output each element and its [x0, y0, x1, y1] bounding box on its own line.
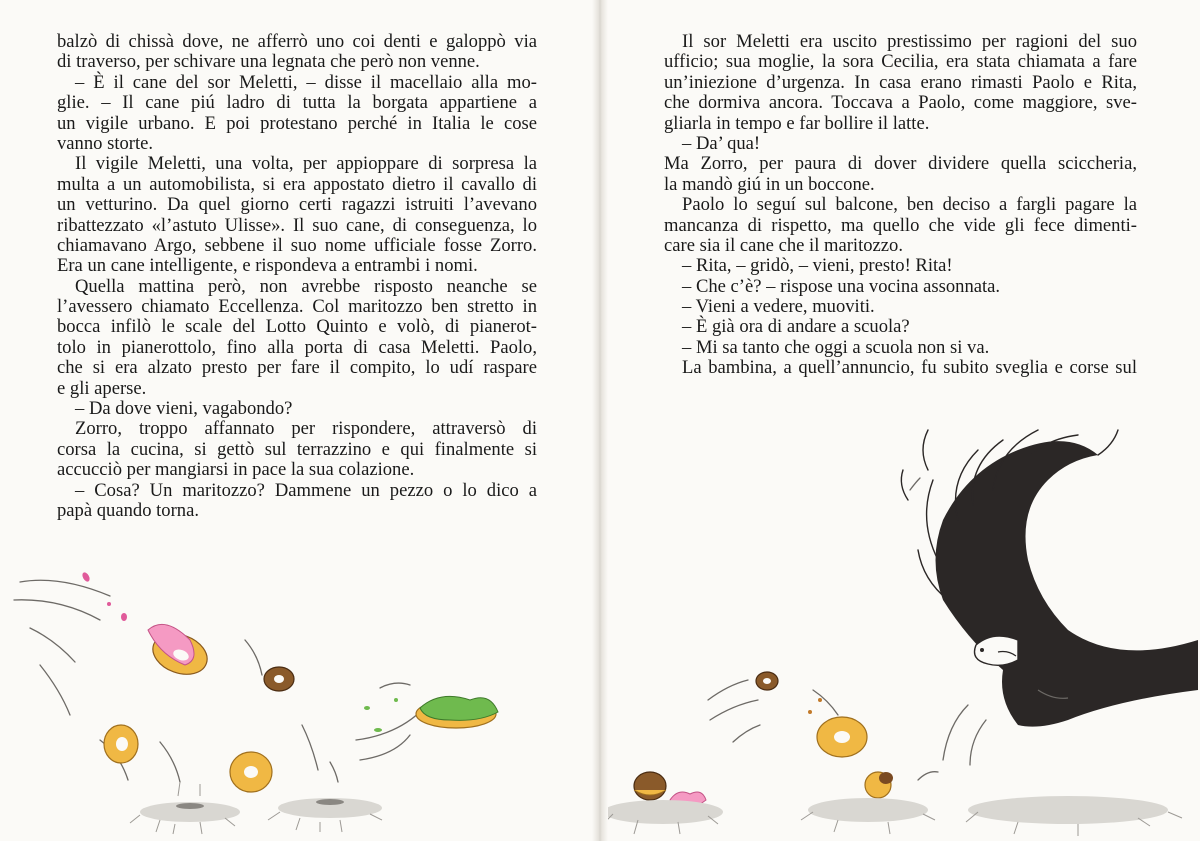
- green-donut-icon: [416, 696, 498, 728]
- text-line: ribattezzato «l’astuto Ulisse». Il suo cane, di conseguenza, lo: [57, 214, 537, 236]
- text-line: Il vigile Meletti, una volta, per appioppare di sorpresa la: [75, 153, 537, 175]
- text-line: – Cosa? Un maritozzo? Dammene un pezzo o lo dico a: [75, 479, 537, 501]
- text-line: che dormiva ancora. Toccava a Paolo, come maggiore, sve-: [664, 92, 1137, 114]
- text-line: – Mi sa tanto che oggi a scuola non si va.: [682, 336, 990, 358]
- text-line: ufficio; sua moglie, la sora Cecilia, era stata chiamata a fare: [664, 51, 1137, 73]
- text-line: Ma Zorro, per paura di dover dividere quella sciccheria,: [664, 153, 1137, 175]
- text-line: e gli aperse.: [57, 377, 147, 399]
- text-line: – È il cane del sor Meletti, – disse il macellaio alla mo-: [75, 71, 537, 93]
- text-line: gliarla in tempo e far bollire il latte.: [664, 112, 930, 134]
- text-line: di traverso, per schivare una legnata che però non venne.: [57, 51, 480, 73]
- chocolate-donut-icon: [756, 672, 778, 690]
- text-line: Quella mattina però, non avrebbe risposto neanche se: [75, 275, 537, 297]
- yellow-donut-icon: [817, 717, 867, 757]
- text-line: un vigile urbano. E poi protestano perché in Italia le cose: [57, 112, 537, 134]
- book-gutter: [592, 0, 608, 841]
- text-line: – Rita, – gridò, – vieni, presto! Rita!: [682, 255, 953, 277]
- yellow-donut-icon: [230, 752, 272, 792]
- pink-donut-icon: [147, 624, 213, 681]
- text-line: chiamavano Argo, sebbene il suo nome ufficiale fosse Zorro.: [57, 234, 537, 256]
- text-line: La bambina, a quell’annuncio, fu subito sveglia e corse sul: [682, 357, 1137, 379]
- text-line: un’iniezione d’urgenza. In casa erano rimasti Paolo e Rita,: [664, 71, 1137, 93]
- text-line: – Da’ qua!: [682, 132, 761, 154]
- impact-splats: [603, 796, 1182, 836]
- acorn-donut-icon: [865, 772, 893, 798]
- text-line: – Da dove vieni, vagabondo?: [75, 398, 293, 420]
- text-line: accucciò per mangiarsi in pace la sua colazione.: [57, 459, 415, 481]
- text-line: care sia il cane che il maritozzo.: [664, 234, 904, 256]
- text-line: corsa la cucina, si gettò sul terrazzino e qui finalmente si: [57, 438, 537, 460]
- text-line: mancanza di rispetto, ma quello che vide gli fece dimenti-: [664, 214, 1137, 236]
- crumbs: [81, 571, 398, 732]
- motion-lines: [14, 580, 420, 782]
- chocolate-bun-icon: [634, 772, 666, 800]
- plain-donut-icon: [104, 725, 138, 763]
- text-line: Zorro, troppo affannato per rispondere, attraversò di: [75, 418, 537, 440]
- text-line: Era un cane intelligente, e rispondeva a entrambi i nomi.: [57, 255, 478, 277]
- text-line: balzò di chissà dove, ne afferrò uno coi denti e galoppò via: [57, 31, 537, 52]
- text-line: Paolo lo seguí sul balcone, ben deciso a fargli pagare la: [682, 194, 1137, 216]
- text-line: vanno storte.: [57, 132, 154, 154]
- text-line: tolo in pianerottolo, fino alla porta di casa Meletti. Paolo,: [57, 336, 537, 358]
- text-line: Il sor Meletti era uscito prestissimo per ragioni del suo: [682, 31, 1137, 52]
- left-page: [0, 0, 598, 841]
- text-line: – Che c’è? – rispose una vocina assonnata.: [682, 275, 1001, 297]
- flying-donuts-illustration: [0, 0, 598, 841]
- text-line: che si era alzato presto per fare il compito, lo udí raspare: [57, 357, 537, 379]
- text-line: bocca infilò le scale del Lotto Quinto e volò, di pianerot-: [57, 316, 537, 338]
- text-line: multa a un automobilista, si era appostato dietro il cavallo di: [57, 173, 537, 195]
- text-line: l’avessero chiamato Eccellenza. Col maritozzo ben stretto in: [57, 296, 537, 318]
- text-line: glie. – Il cane piú ladro di tutta la borgata appartiene a: [57, 92, 537, 114]
- text-line: – Vieni a vedere, muoviti.: [682, 296, 875, 318]
- dog-tail-illustration: [598, 0, 1200, 841]
- text-line: papà quando torna.: [57, 499, 199, 521]
- text-line: un vetturino. Da quel giorno certi ragazzi istruiti l’avevano: [57, 194, 537, 216]
- dog-illustration: [901, 430, 1198, 727]
- right-page: [598, 0, 1200, 841]
- chocolate-donut-icon: [264, 667, 294, 691]
- text-line: – È già ora di andare a scuola?: [682, 316, 910, 338]
- text-line: la mandò giú in un boccone.: [664, 173, 875, 195]
